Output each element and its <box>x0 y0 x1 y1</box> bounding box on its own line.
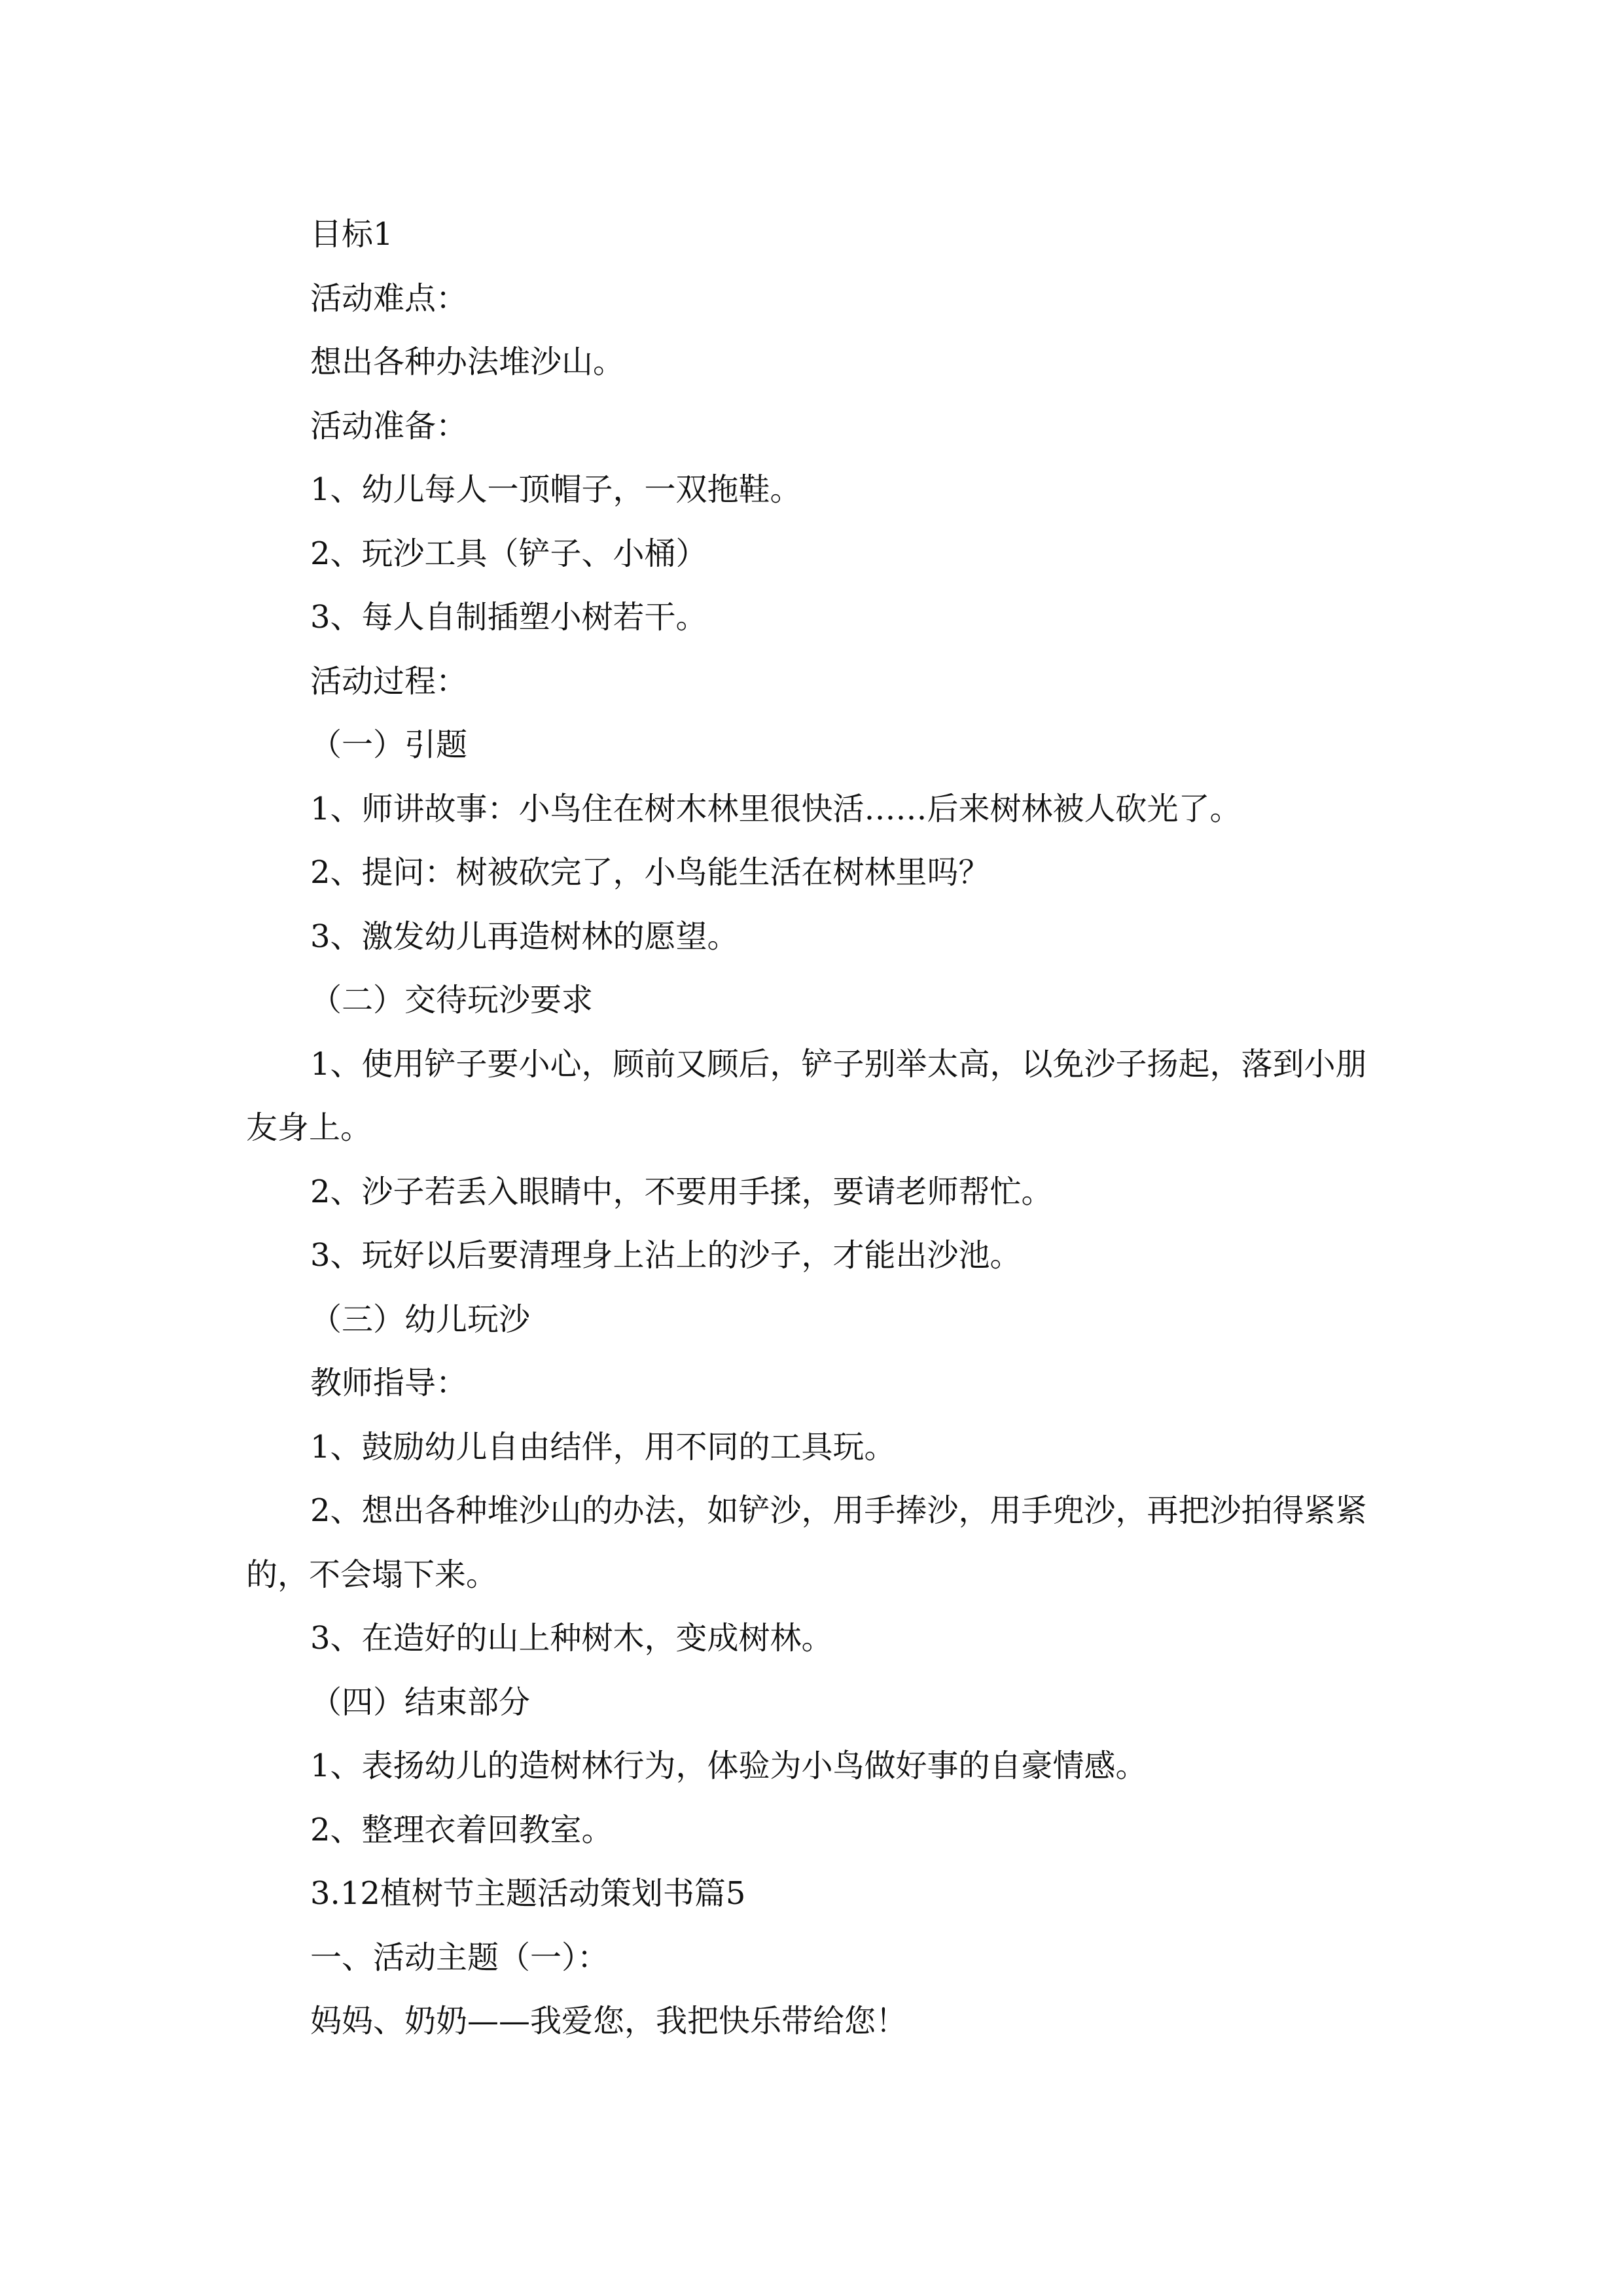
paragraph-goal: 目标1 <box>310 216 393 253</box>
paragraph-section-1-item-3: 3、激发幼儿再造树林的愿望。 <box>310 918 739 955</box>
paragraph-preparation-heading: 活动准备： <box>310 407 468 444</box>
paragraph-section-1-item-2: 2、提问：树被砍完了，小鸟能生活在树林里吗？ <box>310 854 990 891</box>
paragraph-section-4-item-2: 2、整理衣着回教室。 <box>310 1811 613 1848</box>
paragraph-theme-heading: 一、活动主题（一）： <box>310 1939 609 1976</box>
paragraph-difficulty: 想出各种办法堆沙山。 <box>310 344 625 380</box>
paragraph-preparation-3: 3、每人自制插塑小树若干。 <box>310 599 707 636</box>
paragraph-section-2-item-2: 2、沙子若丢入眼睛中，不要用手揉，要请老师帮忙。 <box>310 1173 1053 1210</box>
paragraph-section-3-item-3: 3、在造好的山上种树木，变成树林。 <box>310 1620 833 1657</box>
paragraph-preparation-2: 2、玩沙工具（铲子、小桶） <box>310 535 707 572</box>
paragraph-section-2: （二）交待玩沙要求 <box>310 982 594 1018</box>
paragraph-section-4-item-1: 1、表扬幼儿的造树林行为，体验为小鸟做好事的自豪情感。 <box>310 1748 1147 1784</box>
paragraph-section-2-item-1: 1、使用铲子要小心，顾前又顾后，铲子别举太高，以免沙子扬起，落到小朋友身上。 <box>246 1045 1367 1146</box>
paragraph-section-2-item-3: 3、玩好以后要清理身上沾上的沙子，才能出沙池。 <box>310 1237 1022 1274</box>
paragraph-section-3: （三）幼儿玩沙 <box>310 1300 531 1338</box>
paragraph-section-1: （一）引题 <box>310 726 468 763</box>
paragraph-section-3-item-2: 2、想出各种堆沙山的办法，如铲沙，用手捧沙，用手兜沙，再把沙拍得紧紧的，不会塌下来。 <box>246 1492 1367 1593</box>
paragraph-teacher-guidance: 教师指导： <box>310 1365 468 1401</box>
paragraph-preparation-1: 1、幼儿每人一顶帽子，一双拖鞋。 <box>310 471 802 508</box>
document-body <box>246 203 1382 2054</box>
paragraph-section-3-item-1: 1、鼓励幼儿自由结伴，用不同的工具玩。 <box>310 1428 896 1465</box>
paragraph-section-4: （四）结束部分 <box>310 1683 531 1721</box>
paragraph-process-heading: 活动过程： <box>310 662 468 700</box>
paragraph-difficulty-heading: 活动难点： <box>310 279 468 317</box>
paragraph-theme: 妈妈、奶奶——我爱您，我把快乐带给您！ <box>310 2003 908 2039</box>
paragraph-section-1-item-1: 1、师讲故事：小鸟住在树木林里很快活……后来树林被人砍光了。 <box>310 790 1241 827</box>
paragraph-plan-title: 3.12植树节主题活动策划书篇5 <box>310 1875 746 1912</box>
